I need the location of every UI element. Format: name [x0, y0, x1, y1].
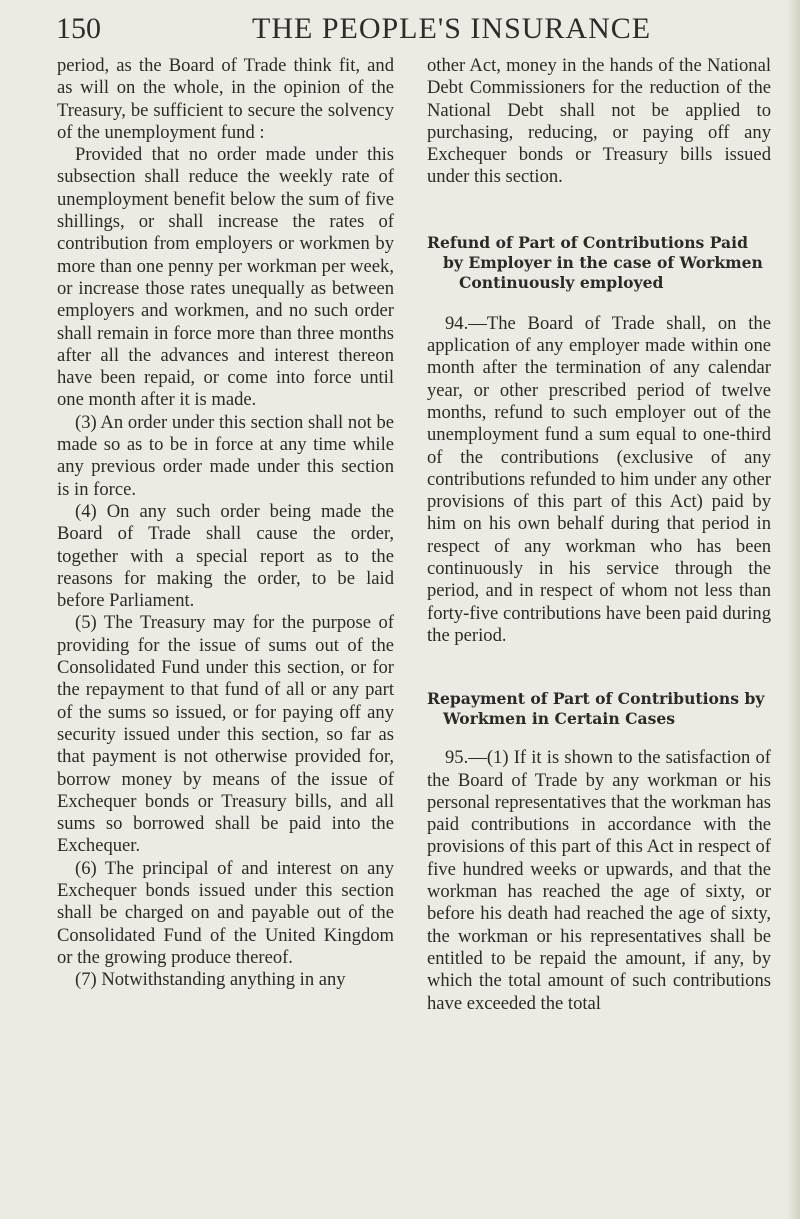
- heading-line: by Employer in the case of Workmen: [443, 252, 763, 272]
- heading-line: Continuously employed: [459, 272, 664, 292]
- page-number: 150: [56, 12, 101, 45]
- heading-line: Workmen in Certain Cases: [443, 709, 676, 729]
- right-column: [427, 55, 771, 1015]
- heading-line: Refund of Part of Contributions Paid: [427, 232, 748, 252]
- paragraph: (6) The principal of and interest on any Exchequer bonds issued under this section shall be charged on and payable out of the Consolidated Fund of the United Kingdom or the growing produce thereof.: [57, 857, 394, 968]
- paragraph: period, as the Board of Trade think fit, and as will on the whole, in the opinion of the Treasury, be sufficient to secure the solvency of the unemployment fund :: [57, 55, 394, 143]
- paragraph-section-94: 94.—The Board of Trade shall, on the application of any employer made within one month after the termination of any calendar year, or other prescribed period of twelve months, refund to such employer out of the unemployment fund a sum equal to one-third of the contributions (exclusive of any contributions refunded to him under any other provisions of this part of this Act) paid by him on his own behalf during that period in respect of any workman who has been continuously in his service through the period, and in respect of whom not less than forty-five contributions have been paid during the period.: [427, 312, 771, 646]
- paragraph: (5) The Treasury may for the purpose of providing for the issue of sums out of the Consolidated Fund under this section, or for the repayment to that fund of all or any part of the sums so issued, or for paying off any security issued under this section, so far as that payment is not otherwise provided for, borrow money by means of the issue of Exchequer bonds or Treasury bills, and all sums so borrowed shall be paid into the Exchequer.: [57, 612, 394, 857]
- paragraph: Provided that no order made under this subsection shall reduce the weekly rate of unemployment benefit below the sum of five shillings, or shall increase the rates of contribution from employers or workmen by more than one penny per workman per week, or increase those rates unequally as between employers and workmen, and no such order shall remain in force more than three months after all the advances and interest thereon have been repaid, or come into force until one month after it is made.: [57, 144, 394, 411]
- paragraph: (7) Notwithstanding anything in any: [75, 969, 346, 991]
- page-edge-shadow: [786, 0, 800, 1219]
- paragraph-section-95: 95.—(1) If it is shown to the satisfaction of the Board of Trade by any workman or his personal representatives that the workman has paid contributions in accordance with the provisions of this part of this Act in respect of five hundred weeks or upwards, and that the workman has reached the age of sixty, or before his death had reached the age of sixty, the workman or his representatives shall be entitled to be repaid the amount, if any, by which the total amount of such contributions have exceeded the total: [427, 747, 771, 1014]
- page-header: [0, 6, 800, 50]
- running-head: THE PEOPLE'S INSURANCE: [252, 12, 652, 45]
- section-heading-refund: [427, 233, 771, 293]
- paragraph: (3) An order under this section shall not be made so as to be in force at any time while any previous order made under this section is in force.: [57, 411, 394, 500]
- left-column: [57, 55, 394, 991]
- section-heading-repayment: [427, 689, 771, 729]
- heading-line: Repayment of Part of Contributions by: [427, 689, 765, 709]
- paragraph: (4) On any such order being made the Board of Trade shall cause the order, together with a special report as to the reasons for making the order, to be laid before Parliament.: [57, 500, 394, 612]
- paragraph: other Act, money in the hands of the National Debt Commissioners for the reduction of the National Debt shall not be applied to purchasing, reducing, or paying off any Exchequer bonds or Treasury bills issued under this section.: [427, 55, 771, 188]
